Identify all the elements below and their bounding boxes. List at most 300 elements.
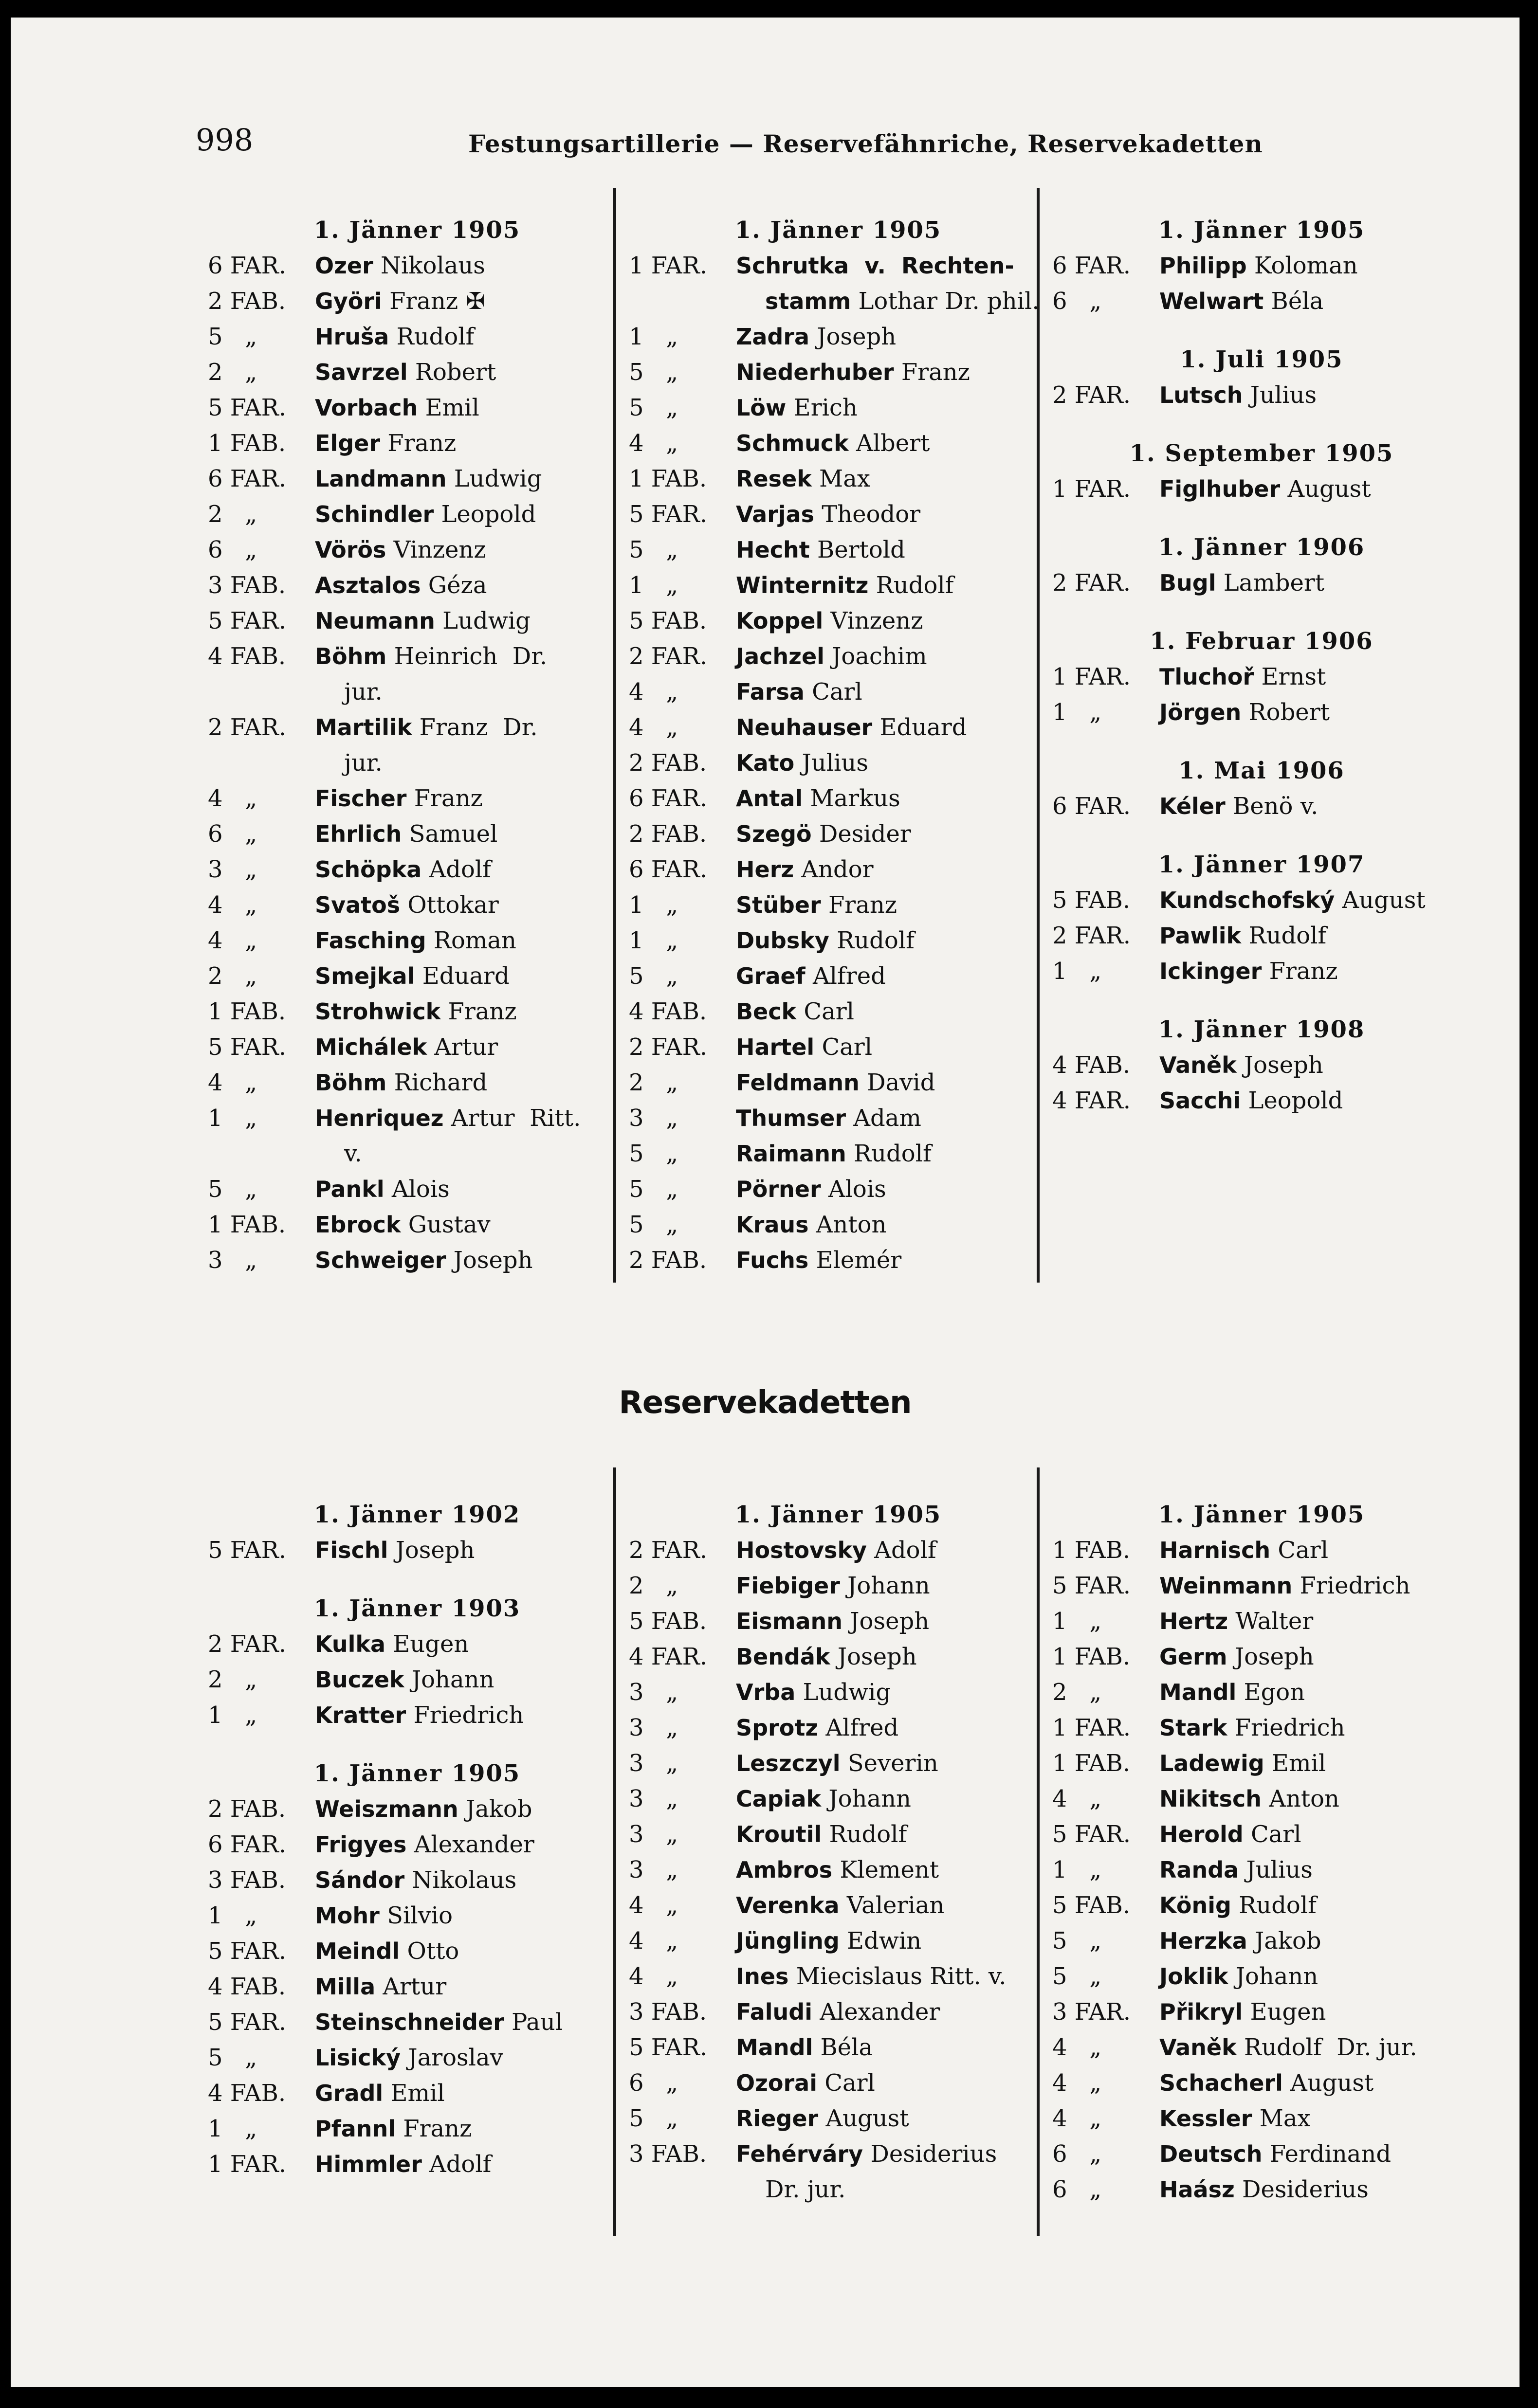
list-item bbox=[629, 1136, 1047, 1172]
list-item bbox=[208, 603, 626, 639]
list-item bbox=[208, 1533, 626, 1568]
unit-code: 2 FAR. bbox=[1052, 922, 1131, 949]
unit-code: 1 „ bbox=[629, 891, 678, 919]
date-heading: 1. Jänner 1906 bbox=[1158, 534, 1365, 561]
surname: Přikryl bbox=[1159, 1999, 1243, 2025]
given-name: Markus bbox=[803, 785, 900, 812]
book-page bbox=[11, 18, 1520, 2387]
spacer bbox=[1052, 730, 1471, 753]
unit-code: 6 „ bbox=[208, 820, 257, 848]
surname: Kéler bbox=[1159, 793, 1226, 819]
given-name: Benö v. bbox=[1225, 793, 1318, 820]
surname: Neuhauser bbox=[736, 714, 873, 741]
unit-code: 4 „ bbox=[1052, 1785, 1102, 1812]
surname: Schacherl bbox=[1159, 2070, 1283, 2096]
given-name: Franz bbox=[1262, 958, 1338, 985]
spacer bbox=[1052, 319, 1471, 342]
unit-code: 4 FAB. bbox=[629, 998, 707, 1025]
given-name: Franz bbox=[440, 998, 517, 1025]
list-item bbox=[629, 710, 1047, 745]
given-name: Géza bbox=[421, 572, 487, 599]
surname: Pfannl bbox=[315, 2116, 396, 2142]
unit-code: 6 FAR. bbox=[629, 785, 707, 812]
list-item bbox=[629, 568, 1047, 603]
surname: Dubsky bbox=[736, 927, 829, 954]
surname: Strohwick bbox=[315, 998, 441, 1025]
unit-code: 2 FAR. bbox=[1052, 381, 1131, 409]
given-name: Nikolaus bbox=[404, 1866, 517, 1894]
surname: Vorbach bbox=[315, 395, 418, 421]
given-name: Alexander bbox=[406, 1831, 534, 1858]
surname: Schöpka bbox=[315, 856, 422, 883]
given-name: Franz ✠ bbox=[382, 288, 485, 315]
list-item bbox=[629, 1817, 1047, 1852]
unit-code: 5 „ bbox=[629, 394, 678, 421]
unit-code: 3 „ bbox=[629, 1679, 678, 1706]
unit-code: 2 FAR. bbox=[208, 714, 286, 741]
given-name: Franz bbox=[894, 359, 970, 386]
given-name: Béla bbox=[813, 2034, 873, 2061]
given-name: Anton bbox=[808, 1211, 887, 1238]
surname: Rieger bbox=[736, 2105, 819, 2132]
date-heading: 1. September 1905 bbox=[1129, 440, 1394, 467]
unit-code: 1 FAR. bbox=[1052, 1714, 1131, 1741]
list-item bbox=[629, 1710, 1047, 1746]
given-name: Paul bbox=[504, 2009, 563, 2036]
date-heading: 1. Jänner 1905 bbox=[313, 217, 521, 244]
unit-code: 3 „ bbox=[629, 1714, 678, 1741]
list-item bbox=[629, 390, 1047, 426]
given-name: Eduard bbox=[872, 714, 967, 741]
surname: Tluchoř bbox=[1159, 664, 1254, 690]
given-name: Silvio bbox=[379, 1902, 453, 1929]
given-name: Heinrich Dr. bbox=[386, 643, 548, 670]
list-item bbox=[629, 816, 1047, 852]
surname: Leszczyl bbox=[736, 1750, 841, 1776]
unit-code: 6 FAR. bbox=[1052, 252, 1131, 279]
list-item bbox=[629, 1746, 1047, 1781]
unit-code: 5 FAR. bbox=[208, 1937, 286, 1965]
given-name: Artur Ritt. bbox=[443, 1104, 581, 1132]
list-item bbox=[629, 959, 1047, 994]
unit-code: 2 FAR. bbox=[629, 1537, 707, 1564]
given-name: Franz bbox=[396, 2115, 472, 2142]
list-item-continuation bbox=[208, 1136, 626, 1172]
given-name: Lambert bbox=[1216, 569, 1325, 597]
surname: Himmler bbox=[315, 2151, 422, 2177]
surname: Ickinger bbox=[1159, 958, 1262, 984]
surname: Farsa bbox=[736, 679, 805, 705]
unit-code: 4 „ bbox=[629, 678, 678, 706]
list-item bbox=[1052, 1923, 1471, 1959]
given-name: Joseph bbox=[388, 1537, 475, 1564]
surname: Martilik bbox=[315, 714, 412, 741]
unit-code: 2 „ bbox=[1052, 1679, 1102, 1706]
list-item bbox=[629, 248, 1047, 284]
given-name: Franz bbox=[821, 891, 897, 919]
unit-code: 5 „ bbox=[1052, 1963, 1102, 1990]
list-item bbox=[1052, 1604, 1471, 1639]
surname: Haász bbox=[1159, 2176, 1235, 2203]
given-name: Carl bbox=[814, 1033, 873, 1061]
list-item bbox=[1052, 2101, 1471, 2136]
surname: Welwart bbox=[1159, 288, 1264, 314]
surname: Eismann bbox=[736, 1608, 843, 1634]
list-item bbox=[1052, 883, 1471, 918]
unit-code: 3 „ bbox=[208, 1247, 257, 1274]
given-name: Friedrich bbox=[1227, 1714, 1345, 1741]
given-name: Adolf bbox=[867, 1537, 936, 1564]
list-item bbox=[629, 2065, 1047, 2101]
given-name: Leopold bbox=[434, 501, 536, 528]
list-item bbox=[629, 994, 1047, 1030]
surname: Svatoš bbox=[315, 892, 401, 918]
given-name: Friedrich bbox=[1292, 1572, 1410, 1599]
unit-code: 4 „ bbox=[208, 891, 257, 919]
list-item bbox=[1052, 1533, 1471, 1568]
unit-code: 4 „ bbox=[1052, 2069, 1102, 2097]
date-heading: 1. Jänner 1907 bbox=[1158, 851, 1365, 878]
given-name: Eugen bbox=[1243, 1998, 1326, 2026]
given-name: Vinzenz bbox=[823, 607, 923, 634]
unit-code: 4 FAB. bbox=[1052, 1051, 1131, 1079]
surname: Figlhuber bbox=[1159, 476, 1281, 502]
date-heading: 1. Juli 1905 bbox=[1180, 346, 1343, 373]
kadetten-column-2 bbox=[629, 1497, 1047, 2208]
surname: Beck bbox=[736, 998, 797, 1025]
list-item bbox=[1052, 1639, 1471, 1675]
unit-code: 6 „ bbox=[208, 536, 257, 563]
unit-code: 1 FAB. bbox=[1052, 1750, 1131, 1777]
list-item bbox=[629, 1639, 1047, 1675]
given-name: Franz bbox=[406, 785, 483, 812]
surname: Kraus bbox=[736, 1212, 809, 1238]
list-item bbox=[1052, 695, 1471, 730]
surname: Antal bbox=[736, 785, 803, 812]
given-name: Samuel bbox=[402, 820, 498, 848]
given-name: Nikolaus bbox=[373, 252, 485, 279]
list-item bbox=[208, 1863, 626, 1898]
list-item bbox=[1052, 471, 1471, 507]
given-name: Joseph bbox=[830, 1643, 917, 1670]
surname: Ozer bbox=[315, 253, 373, 279]
list-item bbox=[629, 781, 1047, 816]
unit-code: 4 „ bbox=[629, 1892, 678, 1919]
list-item bbox=[1052, 2030, 1471, 2065]
list-item bbox=[208, 1207, 626, 1243]
unit-code: 6 „ bbox=[629, 2069, 678, 2097]
list-item bbox=[629, 1065, 1047, 1101]
surname: Joklik bbox=[1159, 1963, 1228, 1990]
surname: Winternitz bbox=[736, 572, 869, 598]
kadetten-column-1 bbox=[208, 1497, 626, 2182]
surname: Hostovsky bbox=[736, 1537, 867, 1563]
surname: Jörgen bbox=[1159, 699, 1242, 725]
unit-code: 4 „ bbox=[208, 1069, 257, 1096]
unit-code: 1 „ bbox=[629, 927, 678, 954]
surname: Ehrlich bbox=[315, 821, 402, 847]
surname: Lutsch bbox=[1159, 382, 1243, 408]
given-name: Carl bbox=[796, 998, 855, 1025]
given-name: Richard bbox=[386, 1069, 488, 1096]
surname: Lisický bbox=[315, 2045, 401, 2071]
list-item bbox=[208, 390, 626, 426]
surname: Jachzel bbox=[736, 643, 824, 670]
surname: Zadra bbox=[736, 324, 810, 350]
unit-code: 4 „ bbox=[629, 1963, 678, 1990]
list-item bbox=[1052, 378, 1471, 413]
list-item bbox=[208, 1898, 626, 1934]
list-item bbox=[1052, 565, 1471, 601]
unit-code: 2 „ bbox=[629, 1069, 678, 1096]
given-name: Rudolf bbox=[1231, 1892, 1317, 1919]
list-item bbox=[629, 1994, 1047, 2030]
surname: Ebrock bbox=[315, 1212, 401, 1238]
continuation-text: jur. bbox=[344, 749, 383, 777]
given-name: Ludwig bbox=[795, 1679, 891, 1706]
unit-code: 5 „ bbox=[629, 2105, 678, 2132]
surname: Philipp bbox=[1159, 253, 1247, 279]
list-item bbox=[629, 2030, 1047, 2065]
unit-code: 3 „ bbox=[208, 856, 257, 883]
surname: Kundschofský bbox=[1159, 887, 1335, 913]
given-name: Joseph bbox=[809, 323, 897, 350]
unit-code: 3 „ bbox=[629, 1104, 678, 1132]
date-heading: 1. Jänner 1905 bbox=[1158, 217, 1365, 244]
unit-code: 2 „ bbox=[629, 1572, 678, 1599]
list-item bbox=[1052, 954, 1471, 989]
surname: Fuchs bbox=[736, 1247, 809, 1273]
fahnriche-column-1 bbox=[208, 212, 626, 1278]
list-item bbox=[208, 497, 626, 532]
given-name: Jaroslav bbox=[401, 2044, 503, 2071]
surname: Henriquez bbox=[315, 1105, 444, 1131]
surname: Niederhuber bbox=[736, 359, 894, 385]
unit-code: 2 FAB. bbox=[629, 820, 707, 848]
surname: Hartel bbox=[736, 1034, 815, 1060]
list-item bbox=[208, 1627, 626, 1662]
list-item bbox=[629, 1101, 1047, 1136]
given-name: Franz bbox=[380, 430, 457, 457]
list-item bbox=[629, 1923, 1047, 1959]
surname: Feldmann bbox=[736, 1069, 860, 1096]
given-name: Rudolf bbox=[846, 1140, 932, 1167]
list-item bbox=[1052, 2065, 1471, 2101]
unit-code: 1 FAB. bbox=[1052, 1537, 1131, 1564]
given-name: Julius bbox=[794, 749, 868, 777]
list-item bbox=[208, 816, 626, 852]
list-item bbox=[208, 710, 626, 745]
unit-code: 3 FAB. bbox=[629, 1998, 707, 2026]
list-item bbox=[208, 284, 626, 319]
list-item bbox=[629, 355, 1047, 390]
unit-code: 1 FAR. bbox=[1052, 475, 1131, 503]
given-name: Julius bbox=[1239, 1856, 1313, 1883]
unit-code: 1 FAB. bbox=[629, 465, 707, 492]
given-name: Miecislaus Ritt. v. bbox=[788, 1963, 1007, 1990]
surname: Vaněk bbox=[1159, 2034, 1237, 2061]
unit-code: 3 FAB. bbox=[208, 572, 286, 599]
list-item bbox=[208, 2111, 626, 2147]
list-item bbox=[629, 1207, 1047, 1243]
continuation-text: Lothar Dr. phil. bbox=[851, 288, 1040, 315]
surname: Varjas bbox=[736, 501, 814, 527]
list-item bbox=[208, 959, 626, 994]
unit-code: 5 „ bbox=[208, 323, 257, 350]
unit-code: 3 FAR. bbox=[1052, 1998, 1131, 2026]
surname: Buczek bbox=[315, 1666, 404, 1693]
given-name: Egon bbox=[1236, 1679, 1305, 1706]
list-item bbox=[1052, 1852, 1471, 1888]
given-name: Alois bbox=[821, 1176, 886, 1203]
given-name: Albert bbox=[848, 430, 930, 457]
given-name: Adam bbox=[846, 1104, 921, 1132]
unit-code: 5 FAB. bbox=[629, 1608, 707, 1635]
surname: Pankl bbox=[315, 1176, 384, 1202]
list-item bbox=[1052, 248, 1471, 284]
list-item bbox=[629, 1172, 1047, 1207]
list-item bbox=[208, 887, 626, 923]
list-item bbox=[1052, 284, 1471, 319]
surname: Gradl bbox=[315, 2080, 384, 2106]
given-name: Severin bbox=[840, 1750, 938, 1777]
unit-code: 5 „ bbox=[208, 1176, 257, 1203]
unit-code: 6 FAR. bbox=[208, 465, 286, 492]
given-name: Leopold bbox=[1241, 1087, 1343, 1114]
unit-code: 5 „ bbox=[629, 1140, 678, 1167]
surname: Thumser bbox=[736, 1105, 846, 1131]
unit-code: 4 „ bbox=[629, 430, 678, 457]
given-name: Max bbox=[1252, 2105, 1311, 2132]
given-name: Vinzenz bbox=[386, 536, 486, 563]
surname: Raimann bbox=[736, 1141, 846, 1167]
given-name: Erich bbox=[786, 394, 858, 421]
list-item bbox=[208, 1065, 626, 1101]
list-item bbox=[629, 1533, 1047, 1568]
unit-code: 2 FAR. bbox=[629, 1033, 707, 1061]
given-name: Bertold bbox=[809, 536, 905, 563]
given-name: Rudolf bbox=[822, 1821, 907, 1848]
unit-code: 1 FAB. bbox=[1052, 1643, 1131, 1670]
list-item bbox=[208, 2147, 626, 2182]
list-item bbox=[1052, 1710, 1471, 1746]
list-item bbox=[208, 1827, 626, 1863]
list-item bbox=[208, 1969, 626, 2005]
surname: Savrzel bbox=[315, 359, 408, 385]
surname: Weinmann bbox=[1159, 1573, 1293, 1599]
unit-code: 5 FAR. bbox=[208, 2009, 286, 2036]
unit-code: 5 „ bbox=[629, 536, 678, 563]
given-name: Elemér bbox=[808, 1247, 902, 1274]
fahnriche-column-2 bbox=[629, 212, 1047, 1278]
given-name: Desiderius bbox=[1234, 2176, 1369, 2203]
date-heading: 1. Jänner 1908 bbox=[1158, 1016, 1365, 1043]
given-name: Johann bbox=[404, 1666, 494, 1693]
list-item bbox=[629, 1888, 1047, 1923]
given-name: Eduard bbox=[415, 962, 510, 990]
unit-code: 5 „ bbox=[629, 1176, 678, 1203]
surname: Asztalos bbox=[315, 572, 421, 598]
list-item bbox=[208, 781, 626, 816]
surname: Neumann bbox=[315, 608, 435, 634]
list-item-continuation bbox=[629, 284, 1047, 319]
given-name: Rudolf bbox=[868, 572, 954, 599]
surname: Vrba bbox=[736, 1679, 796, 1705]
list-item bbox=[1052, 1959, 1471, 1994]
list-item bbox=[208, 532, 626, 568]
unit-code: 5 FAB. bbox=[1052, 1892, 1131, 1919]
surname: Kulka bbox=[315, 1631, 385, 1657]
unit-code: 6 „ bbox=[1052, 2140, 1102, 2168]
given-name: Andor bbox=[794, 856, 874, 883]
given-name: August bbox=[1280, 475, 1371, 503]
unit-code: 2 FAR. bbox=[208, 1630, 286, 1658]
list-item bbox=[1052, 789, 1471, 824]
list-item bbox=[208, 355, 626, 390]
unit-code: 5 FAR. bbox=[208, 1033, 286, 1061]
given-name: Robert bbox=[407, 359, 496, 386]
surname: Bendák bbox=[736, 1644, 830, 1670]
surname: Pawlik bbox=[1159, 923, 1242, 949]
given-name: Emil bbox=[418, 394, 479, 421]
list-item bbox=[629, 852, 1047, 887]
surname: Schindler bbox=[315, 501, 434, 527]
surname: Kessler bbox=[1159, 2105, 1252, 2132]
section-heading: Reservekadetten bbox=[619, 1385, 912, 1421]
given-name: Joseph bbox=[446, 1247, 533, 1274]
list-item bbox=[629, 1243, 1047, 1278]
unit-code: 4 FAR. bbox=[1052, 1087, 1131, 1114]
list-item bbox=[1052, 1675, 1471, 1710]
list-item bbox=[208, 319, 626, 355]
unit-code: 4 „ bbox=[629, 714, 678, 741]
surname: Herzka bbox=[1159, 1928, 1247, 1954]
unit-code: 5 „ bbox=[208, 2044, 257, 2071]
unit-code: 5 FAR. bbox=[1052, 1572, 1131, 1599]
list-item bbox=[629, 497, 1047, 532]
given-name: Franz Dr. bbox=[412, 714, 538, 741]
unit-code: 6 „ bbox=[1052, 288, 1102, 315]
list-item bbox=[1052, 1568, 1471, 1604]
list-item bbox=[629, 745, 1047, 781]
given-name: Alfred bbox=[805, 962, 886, 990]
list-item-continuation bbox=[208, 745, 626, 781]
given-name: Ferdinand bbox=[1262, 2140, 1392, 2168]
spacer bbox=[1052, 413, 1471, 435]
date-heading: 1. Jänner 1905 bbox=[734, 1501, 942, 1528]
list-item bbox=[208, 1030, 626, 1065]
fahnriche-column-3 bbox=[1052, 212, 1471, 1119]
list-item bbox=[208, 2076, 626, 2111]
list-item bbox=[629, 923, 1047, 959]
unit-code: 1 „ bbox=[1052, 699, 1102, 726]
list-item bbox=[629, 887, 1047, 923]
surname: Mohr bbox=[315, 1902, 380, 1929]
given-name: Ludwig bbox=[446, 465, 542, 492]
date-heading: 1. Mai 1906 bbox=[1178, 757, 1345, 784]
surname: Pörner bbox=[736, 1176, 821, 1202]
list-item bbox=[208, 923, 626, 959]
list-item bbox=[629, 639, 1047, 674]
given-name: Emil bbox=[1264, 1750, 1326, 1777]
unit-code: 4 FAB. bbox=[208, 2080, 286, 2107]
unit-code: 1 FAB. bbox=[208, 430, 286, 457]
page-number: 998 bbox=[196, 122, 254, 158]
list-item bbox=[208, 568, 626, 603]
surname: Fischer bbox=[315, 785, 407, 812]
unit-code: 4 „ bbox=[1052, 2105, 1102, 2132]
surname: Sacchi bbox=[1159, 1087, 1241, 1114]
